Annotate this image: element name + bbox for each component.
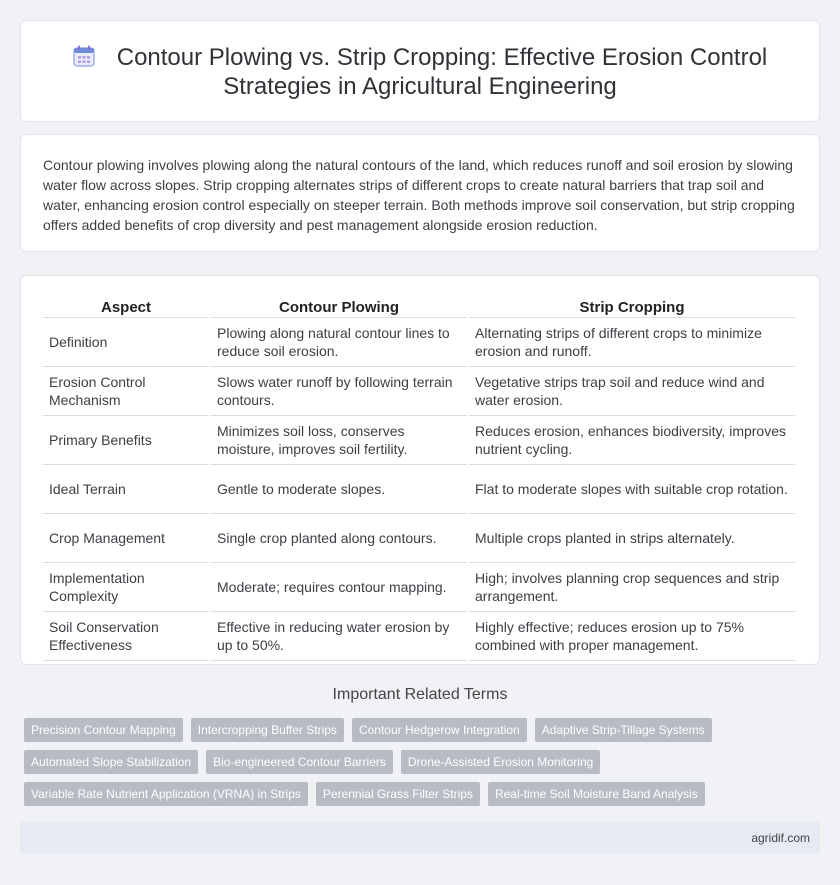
table-cell: Definition bbox=[43, 318, 209, 367]
table-cell: Moderate; requires contour mapping. bbox=[211, 563, 467, 612]
table-cell: Multiple crops planted in strips alternately. bbox=[469, 514, 795, 563]
related-term-tag[interactable]: Perennial Grass Filter Strips bbox=[316, 782, 480, 806]
related-terms-heading: Important Related Terms bbox=[332, 686, 508, 703]
calendar-icon bbox=[73, 45, 95, 67]
table-cell: Crop Management bbox=[43, 514, 209, 563]
related-term-tag[interactable]: Real-time Soil Moisture Band Analysis bbox=[488, 782, 705, 806]
related-term-tag[interactable]: Adaptive Strip-Tillage Systems bbox=[535, 718, 712, 742]
table-cell: Minimizes soil loss, conserves moisture, improves soil fertility. bbox=[211, 416, 467, 465]
table-cell: Single crop planted along contours. bbox=[211, 514, 467, 563]
table-row bbox=[43, 465, 795, 514]
related-term-tag[interactable]: Intercropping Buffer Strips bbox=[191, 718, 344, 742]
related-term-tag[interactable]: Automated Slope Stabilization bbox=[24, 750, 198, 774]
intro-paragraph: Contour plowing involves plowing along the natural contours of the land, which reduces runoff and soil erosion by slowing water flow across slopes. Strip cropping alternates strips of different crops to create natural barriers that trap soil and water, enhancing erosion control especially on steeper terrain. Both methods improve soil conservation, but strip cropping offers added benefits of crop diversity and pest management alongside erosion reduction. bbox=[43, 157, 795, 233]
comparison-table bbox=[41, 296, 797, 661]
related-term-tag[interactable]: Drone-Assisted Erosion Monitoring bbox=[401, 750, 600, 774]
table-cell: Ideal Terrain bbox=[43, 465, 209, 514]
table-row bbox=[43, 563, 795, 612]
related-term-tag[interactable]: Variable Rate Nutrient Application (VRNA) in Strips bbox=[24, 782, 308, 806]
table-cell: Implementation Complexity bbox=[43, 563, 209, 612]
table-cell: Reduces erosion, enhances biodiversity, improves nutrient cycling. bbox=[469, 416, 795, 465]
table-cell: Primary Benefits bbox=[43, 416, 209, 465]
table-cell: Highly effective; reduces erosion up to 75% combined with proper management. bbox=[469, 612, 795, 661]
table-cell: Alternating strips of different crops to minimize erosion and runoff. bbox=[469, 318, 795, 367]
table-header-row bbox=[43, 296, 795, 318]
header-contour-plowing: Contour Plowing bbox=[211, 296, 467, 318]
related-term-tag[interactable]: Contour Hedgerow Integration bbox=[352, 718, 527, 742]
related-terms-row bbox=[24, 750, 600, 774]
table-cell: Flat to moderate slopes with suitable crop rotation. bbox=[469, 465, 795, 514]
table-cell: Vegetative strips trap soil and reduce wind and water erosion. bbox=[469, 367, 795, 416]
table-cell: Effective in reducing water erosion by up to 50%. bbox=[211, 612, 467, 661]
footer-site-name: agridif.com bbox=[751, 831, 810, 845]
table-row bbox=[43, 514, 795, 563]
header-strip-cropping: Strip Cropping bbox=[469, 296, 795, 318]
related-terms-row bbox=[24, 782, 705, 806]
related-term-tag[interactable]: Bio-engineered Contour Barriers bbox=[206, 750, 393, 774]
title-card bbox=[20, 20, 820, 122]
table-cell: High; involves planning crop sequences and strip arrangement. bbox=[469, 563, 795, 612]
table-row bbox=[43, 612, 795, 661]
table-cell: Slows water runoff by following terrain contours. bbox=[211, 367, 467, 416]
table-row bbox=[43, 367, 795, 416]
table-row bbox=[43, 416, 795, 465]
table-cell: Soil Conservation Effectiveness bbox=[43, 612, 209, 661]
footer-bar bbox=[20, 822, 820, 854]
table-cell: Plowing along natural contour lines to reduce soil erosion. bbox=[211, 318, 467, 367]
table-row bbox=[43, 318, 795, 367]
related-term-tag[interactable]: Precision Contour Mapping bbox=[24, 718, 183, 742]
comparison-card bbox=[20, 275, 820, 665]
table-cell: Gentle to moderate slopes. bbox=[211, 465, 467, 514]
table-cell: Erosion Control Mechanism bbox=[43, 367, 209, 416]
header-aspect: Aspect bbox=[43, 296, 209, 318]
related-terms-row bbox=[24, 718, 712, 742]
intro-card bbox=[20, 134, 820, 252]
page-title: Contour Plowing vs. Strip Cropping: Effective Erosion Control Strategies in Agricultural Engineering bbox=[116, 44, 768, 100]
